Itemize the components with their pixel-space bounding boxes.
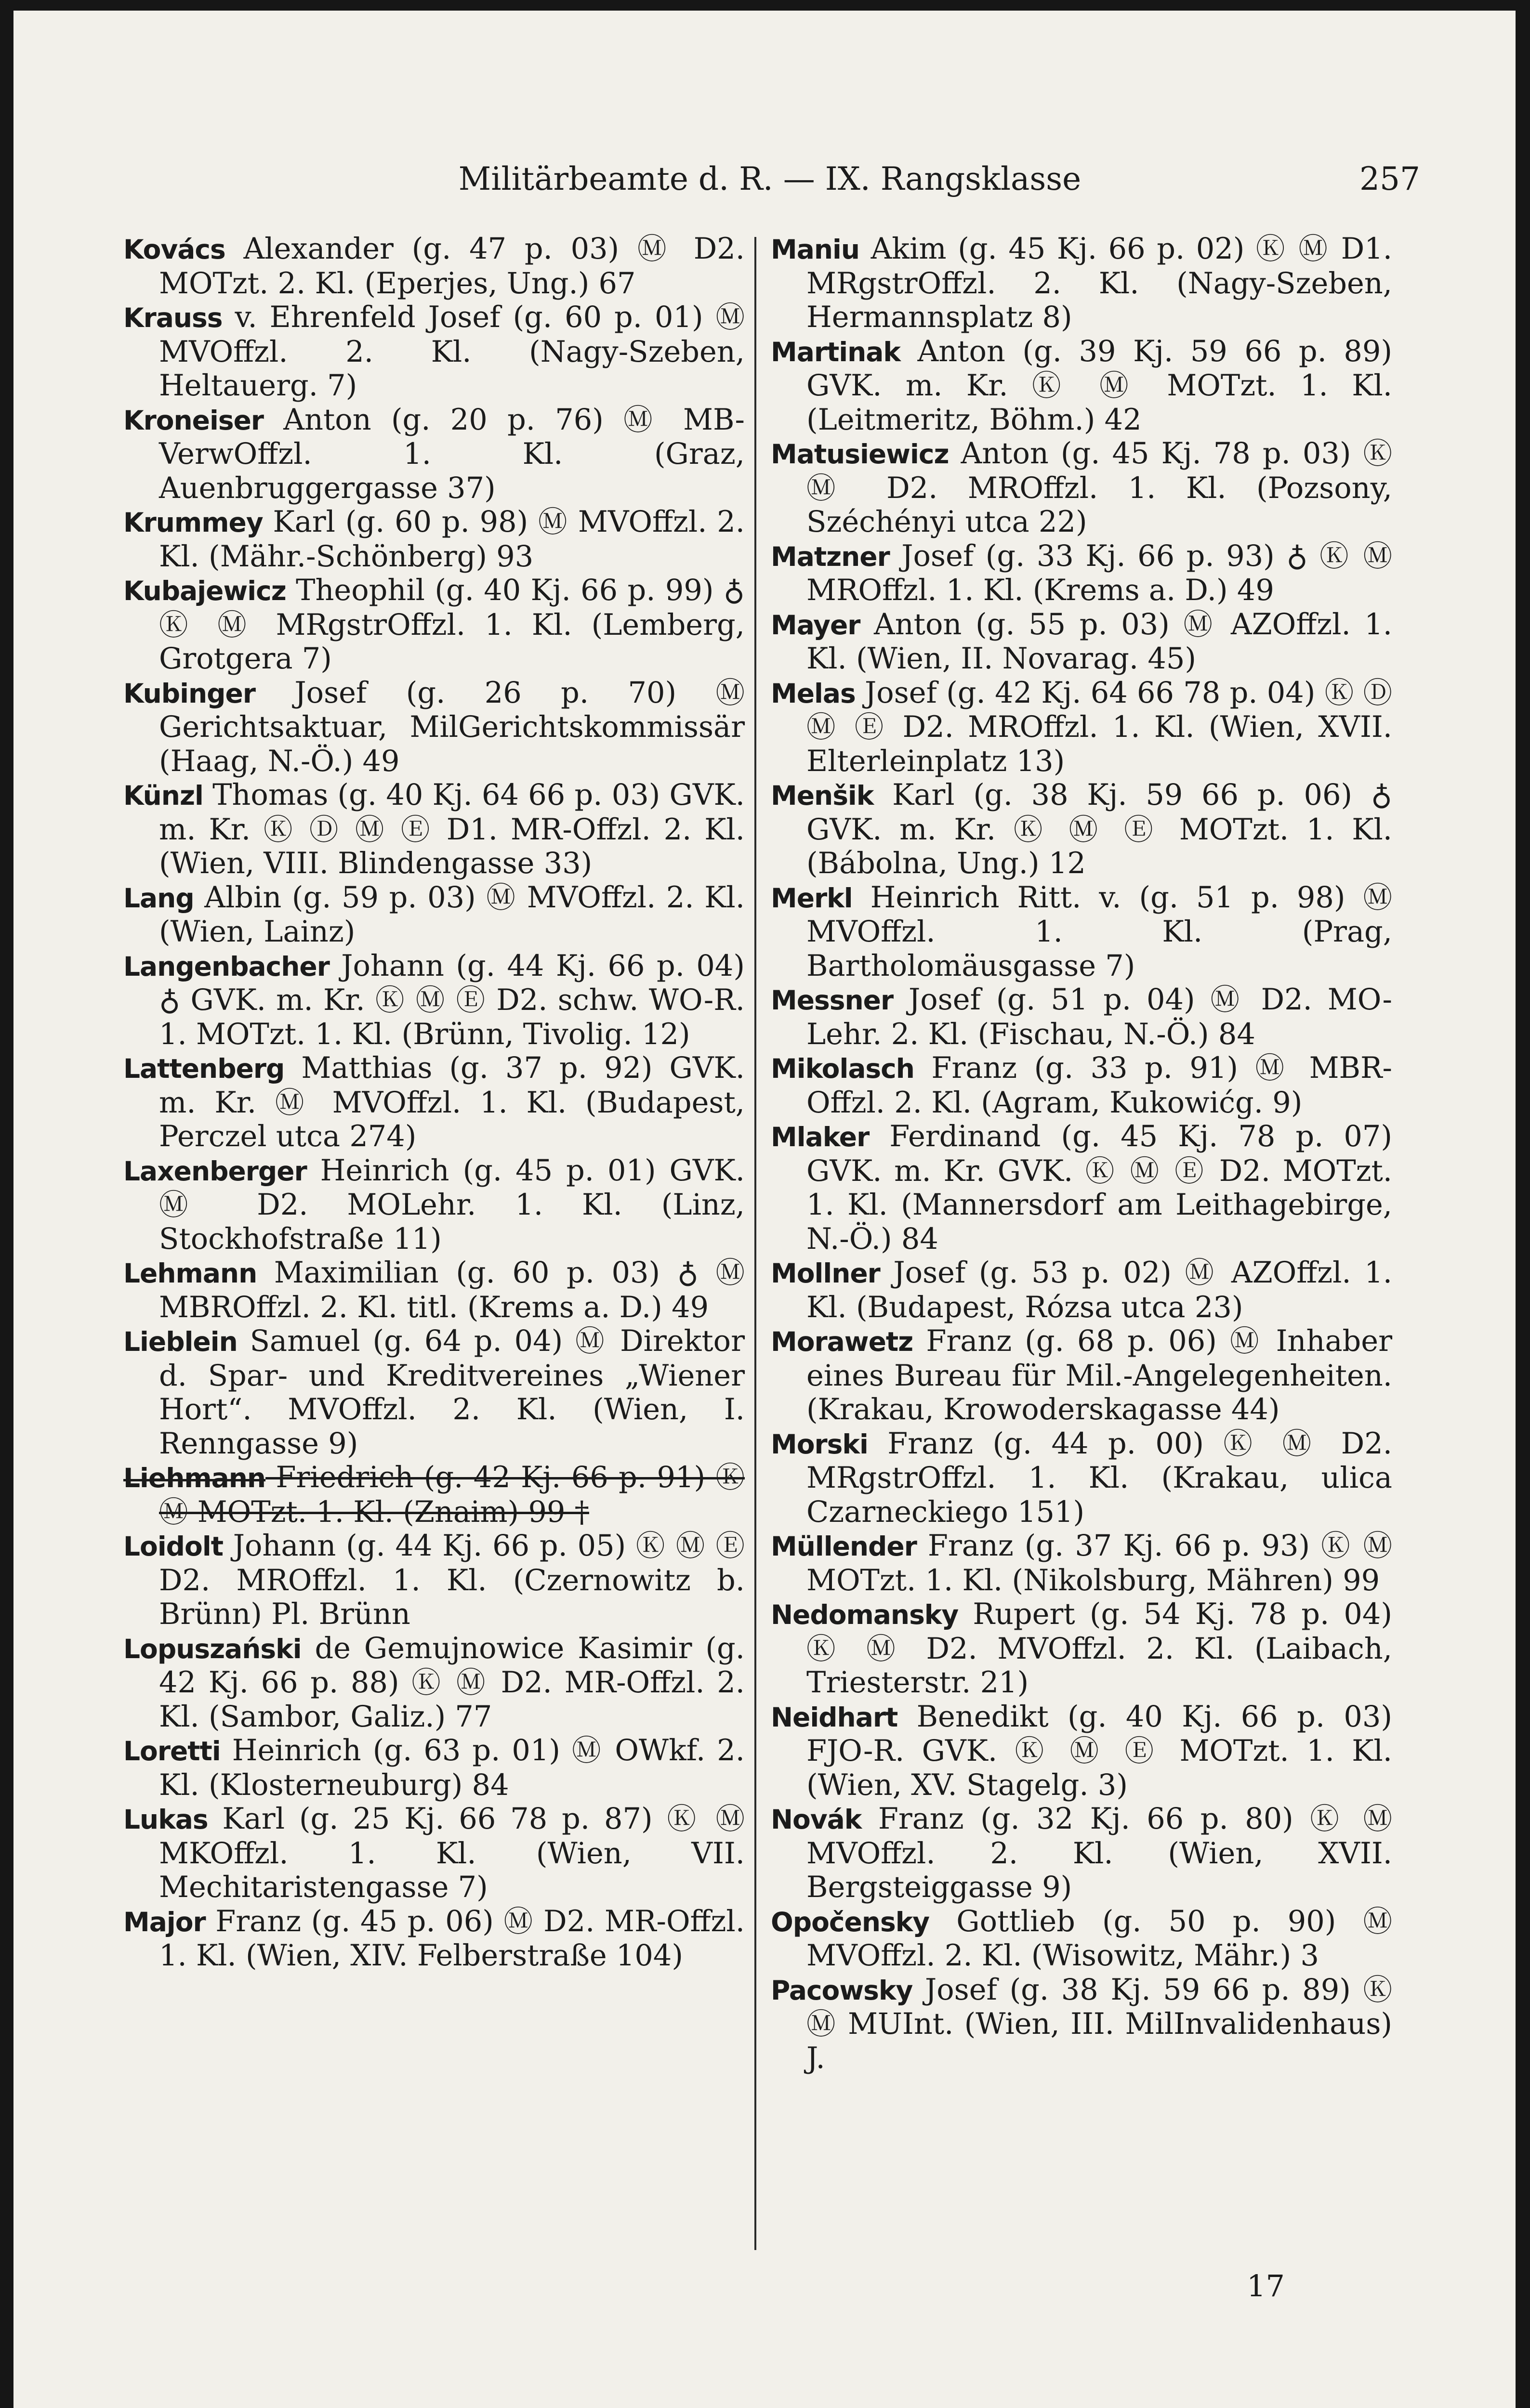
directory-entry <box>123 1905 745 1973</box>
page-number: 257 <box>1359 160 1420 197</box>
directory-entry <box>771 1905 1392 1973</box>
entry-surname: Kovács <box>123 234 225 265</box>
entry-details: Akim (g. 45 Kj. 66 p. 02) Ⓚ Ⓜ D1. MRgstrOffzl. 2. Kl. (Nagy-Szeben, Hermannsplatz 8) <box>806 232 1392 334</box>
entry-surname: Kroneiser <box>123 405 264 436</box>
entry-details: Samuel (g. 64 p. 04) Ⓜ Direktor d. Spar- und Kreditvereines „Wiener Hort“. MVOffzl. 2. Kl. (Wien, I. Renngasse 9) <box>159 1324 745 1461</box>
directory-entry <box>771 881 1392 983</box>
directory-entry <box>123 232 745 301</box>
directory-entry <box>771 1597 1392 1700</box>
entry-details: Anton (g. 39 Kj. 59 66 p. 89) GVK. m. Kr. Ⓚ Ⓜ MOTzt. 1. Kl. (Leitmeritz, Böhm.) 42 <box>806 334 1392 437</box>
entry-surname: Opočensky <box>771 1906 930 1937</box>
entry-surname: Lopuszański <box>123 1633 302 1664</box>
entry-surname: Kubajewicz <box>123 576 286 606</box>
entry-details: v. Ehrenfeld Josef (g. 60 p. 01) Ⓜ MVOffzl. 2. Kl. (Nagy-Szeben, Heltauerg. 7) <box>159 301 745 403</box>
directory-entry <box>771 1324 1392 1427</box>
entry-surname: Liehmann <box>123 1463 266 1493</box>
entry-surname: Major <box>123 1906 206 1937</box>
directory-entry <box>771 232 1392 335</box>
entry-surname: Menšik <box>771 780 874 811</box>
entry-details: Franz (g. 44 p. 00) Ⓚ Ⓜ D2. MRgstrOffzl. 1. Kl. (Krakau, ulica Czarneckiego 151) <box>806 1426 1392 1529</box>
entry-surname: Nedomansky <box>771 1599 959 1630</box>
directory-entry <box>123 403 745 506</box>
entry-surname: Martinak <box>771 336 900 367</box>
entry-details: Alexander (g. 47 p. 03) Ⓜ D2. MOTzt. 2. Kl. (Eperjes, Ung.) 67 <box>159 232 745 301</box>
directory-entry <box>771 1802 1392 1905</box>
entry-details: Anton (g. 20 p. 76) Ⓜ MB-VerwOffzl. 1. Kl. (Graz, Auenbruggergasse 37) <box>159 403 745 505</box>
entry-details: Anton (g. 45 Kj. 78 p. 03) Ⓚ Ⓜ D2. MROffzl. 1. Kl. (Pozsony, Széchényi utca 22) <box>806 437 1392 539</box>
entry-details: Maximilian (g. 60 p. 03) ♁ Ⓜ MBROffzl. 2. Kl. titl. (Krems a. D.) 49 <box>159 1256 745 1324</box>
directory-entry <box>123 778 745 881</box>
entry-details: Franz (g. 45 p. 06) Ⓜ D2. MR-Offzl. 1. Kl. (Wien, XIV. Felberstraße 104) <box>159 1904 745 1973</box>
entry-surname: Krauss <box>123 302 223 333</box>
entry-details: Rupert (g. 54 Kj. 78 p. 04) Ⓚ Ⓜ D2. MVOffzl. 2. Kl. (Laibach, Triesterstr. 21) <box>806 1597 1392 1700</box>
running-head: Militärbeamte d. R. — IX. Rangsklasse <box>458 160 1082 197</box>
entry-surname: Mollner <box>771 1258 880 1289</box>
entry-surname: Morski <box>771 1428 868 1460</box>
entry-details: de Gemujnowice Kasimir (g. 42 Kj. 66 p. 88) Ⓚ Ⓜ D2. MR-Offzl. 2. Kl. (Sambor, Galiz.) 77 <box>159 1631 745 1734</box>
entry-surname: Loidolt <box>123 1531 223 1562</box>
entry-details: Johann (g. 44 Kj. 66 p. 04) ♁ GVK. m. Kr. Ⓚ Ⓜ Ⓔ D2. schw. WO-R. 1. MOTzt. 1. Kl. (Brünn, Tivolig. 12) <box>159 949 745 1051</box>
directory-entry <box>123 1324 745 1461</box>
directory-entry <box>123 1461 745 1529</box>
entry-details: Karl (g. 60 p. 98) Ⓜ MVOffzl. 2. Kl. (Mähr.-Schönberg) 93 <box>159 505 745 574</box>
entry-surname: Maniu <box>771 234 860 265</box>
entry-surname: Lang <box>123 882 194 914</box>
directory-entry <box>123 1051 745 1154</box>
entry-details: Karl (g. 38 Kj. 59 66 p. 06) ♁ GVK. m. Kr. Ⓚ Ⓜ Ⓔ MOTzt. 1. Kl. (Bábolna, Ung.) 12 <box>806 778 1392 880</box>
entry-surname: Laxenberger <box>123 1155 307 1187</box>
directory-entry <box>771 778 1392 881</box>
entry-surname: Mayer <box>771 609 860 641</box>
directory-entry <box>123 574 745 676</box>
directory-entry <box>123 1632 745 1734</box>
right-column <box>771 232 1392 2075</box>
entry-details: Gottlieb (g. 50 p. 90) Ⓜ MVOffzl. 2. Kl. (Wisowitz, Mähr.) 3 <box>806 1904 1392 1973</box>
entry-details: Karl (g. 25 Kj. 66 78 p. 87) Ⓚ Ⓜ MKOffzl. 1. Kl. (Wien, VII. Mechitaristengasse 7) <box>159 1802 745 1904</box>
entry-details: Josef (g. 53 p. 02) Ⓜ AZOffzl. 1. Kl. (Budapest, Rózsa utca 23) <box>806 1256 1392 1324</box>
entry-details: Franz (g. 33 p. 91) Ⓜ MBR-Offzl. 2. Kl. (Agram, Kukowićg. 9) <box>806 1051 1392 1120</box>
entry-surname: Langenbacher <box>123 951 330 982</box>
entry-details: Albin (g. 59 p. 03) Ⓜ MVOffzl. 2. Kl. (Wien, Lainz) <box>159 880 745 949</box>
directory-entry <box>771 1427 1392 1530</box>
entry-surname: Neidhart <box>771 1701 898 1733</box>
entry-surname: Morawetz <box>771 1326 913 1357</box>
directory-entry <box>771 1973 1392 2076</box>
entry-surname: Lattenberg <box>123 1053 285 1084</box>
entry-surname: Krummey <box>123 507 263 538</box>
directory-entry <box>771 1256 1392 1324</box>
entry-details: Heinrich (g. 63 p. 01) Ⓜ OWkf. 2. Kl. (Klosterneuburg) 84 <box>159 1734 745 1802</box>
entry-surname: Messner <box>771 985 894 1016</box>
entry-details: Anton (g. 55 p. 03) Ⓜ AZOffzl. 1. Kl. (Wien, II. Novarag. 45) <box>806 607 1392 676</box>
entry-details: Thomas (g. 40 Kj. 64 66 p. 03) GVK. m. Kr. Ⓚ Ⓓ Ⓜ Ⓔ D1. MR-Offzl. 2. Kl. (Wien, VIII. Blindengasse 33) <box>159 778 745 880</box>
entry-details: Friedrich (g. 42 Kj. 66 p. 91) Ⓚ Ⓜ MOTzt. 1. Kl. (Znaim) 99 † <box>159 1461 745 1529</box>
entry-details: Ferdinand (g. 45 Kj. 78 p. 07) GVK. m. Kr. GVK. Ⓚ Ⓜ Ⓔ D2. MOTzt. 1. Kl. (Mannersdorf am Leithagebirge, N.-Ö.) 84 <box>806 1120 1392 1256</box>
directory-entry <box>771 676 1392 779</box>
sheet-signature: 17 <box>1247 2268 1285 2303</box>
entry-details: Matthias (g. 37 p. 92) GVK. m. Kr. Ⓜ MVOffzl. 1. Kl. (Budapest, Perczel utca 274) <box>159 1051 745 1153</box>
directory-entry <box>771 608 1392 676</box>
directory-entry <box>123 949 745 1052</box>
directory-entry <box>123 676 745 779</box>
entry-surname: Merkl <box>771 882 853 914</box>
entry-surname: Lehmann <box>123 1258 257 1289</box>
entry-details: Josef (g. 26 p. 70) Ⓜ Gerichtsaktuar, MilGerichtskommissär (Haag, N.-Ö.) 49 <box>159 676 745 778</box>
entry-details: Franz (g. 68 p. 06) Ⓜ Inhaber eines Bureau für Mil.-Angelegenheiten. (Krakau, Krowoderskagasse 44) <box>806 1324 1392 1426</box>
directory-entry <box>771 335 1392 437</box>
directory-entry <box>123 1529 745 1632</box>
entry-surname: Künzl <box>123 780 203 811</box>
entry-surname: Mlaker <box>771 1122 870 1152</box>
directory-entry <box>123 505 745 574</box>
directory-entry <box>771 1051 1392 1120</box>
entry-surname: Lukas <box>123 1804 208 1835</box>
entry-surname: Mikolasch <box>771 1053 914 1084</box>
left-column <box>123 232 745 1973</box>
entry-details: Josef (g. 42 Kj. 64 66 78 p. 04) Ⓚ Ⓓ Ⓜ Ⓔ D2. MROffzl. 1. Kl. (Wien, XVII. Elterleinplatz 13) <box>806 676 1392 778</box>
directory-entry <box>123 881 745 949</box>
entry-surname: Melas <box>771 678 856 709</box>
directory-entry <box>771 1120 1392 1256</box>
directory-entry <box>123 1154 745 1256</box>
entry-surname: Müllender <box>771 1531 917 1562</box>
directory-entry <box>123 1256 745 1324</box>
entry-details: Heinrich Ritt. v. (g. 51 p. 98) Ⓜ MVOffzl. 1. Kl. (Prag, Bartholomäusgasse 7) <box>806 880 1392 983</box>
entry-details: Johann (g. 44 Kj. 66 p. 05) Ⓚ Ⓜ Ⓔ D2. MROffzl. 1. Kl. (Czernowitz b. Brünn) Pl. Brünn <box>159 1529 745 1631</box>
entry-details: Benedikt (g. 40 Kj. 66 p. 03) FJO-R. GVK. Ⓚ Ⓜ Ⓔ MOTzt. 1. Kl. (Wien, XV. Stagelg. 3) <box>806 1700 1392 1802</box>
directory-entry <box>123 1802 745 1905</box>
entry-surname: Kubinger <box>123 678 255 709</box>
entry-surname: Loretti <box>123 1736 221 1767</box>
entry-details: Franz (g. 32 Kj. 66 p. 80) Ⓚ Ⓜ MVOffzl. 2. Kl. (Wien, XVII. Bergsteiggasse 9) <box>806 1802 1392 1904</box>
entry-surname: Matzner <box>771 541 890 572</box>
directory-entry <box>771 539 1392 608</box>
directory-entry <box>123 301 745 403</box>
directory-entry <box>123 1734 745 1802</box>
entry-details: Josef (g. 33 Kj. 66 p. 93) ♁ Ⓚ Ⓜ MROffzl. 1. Kl. (Krems a. D.) 49 <box>806 539 1392 607</box>
directory-entry <box>771 437 1392 539</box>
entry-details: Theophil (g. 40 Kj. 66 p. 99) ♁ Ⓚ Ⓜ MRgstrOffzl. 1. Kl. (Lemberg, Grotgera 7) <box>159 574 745 676</box>
directory-entry <box>771 983 1392 1051</box>
entry-details: Heinrich (g. 45 p. 01) GVK. Ⓜ D2. MOLehr. 1. Kl. (Linz, Stockhofstraße 11) <box>159 1153 745 1256</box>
entry-details: Josef (g. 38 Kj. 59 66 p. 89) Ⓚ Ⓜ MUInt. (Wien, III. MilInvalidenhaus) J. <box>806 1973 1392 2075</box>
entry-surname: Lieblein <box>123 1326 237 1357</box>
entry-surname: Matusiewicz <box>771 439 949 470</box>
book-page <box>13 11 1516 2408</box>
entry-details: Josef (g. 51 p. 04) Ⓜ D2. MO-Lehr. 2. Kl. (Fischau, N.-Ö.) 84 <box>806 983 1392 1051</box>
entry-details: Franz (g. 37 Kj. 66 p. 93) Ⓚ Ⓜ MOTzt. 1. Kl. (Nikolsburg, Mähren) 99 <box>806 1529 1392 1597</box>
directory-entry <box>771 1529 1392 1597</box>
entry-surname: Novák <box>771 1804 862 1835</box>
page-header <box>13 155 1516 208</box>
entry-surname: Pacowsky <box>771 1975 913 2006</box>
directory-entry <box>771 1700 1392 1803</box>
column-divider <box>754 237 756 2250</box>
